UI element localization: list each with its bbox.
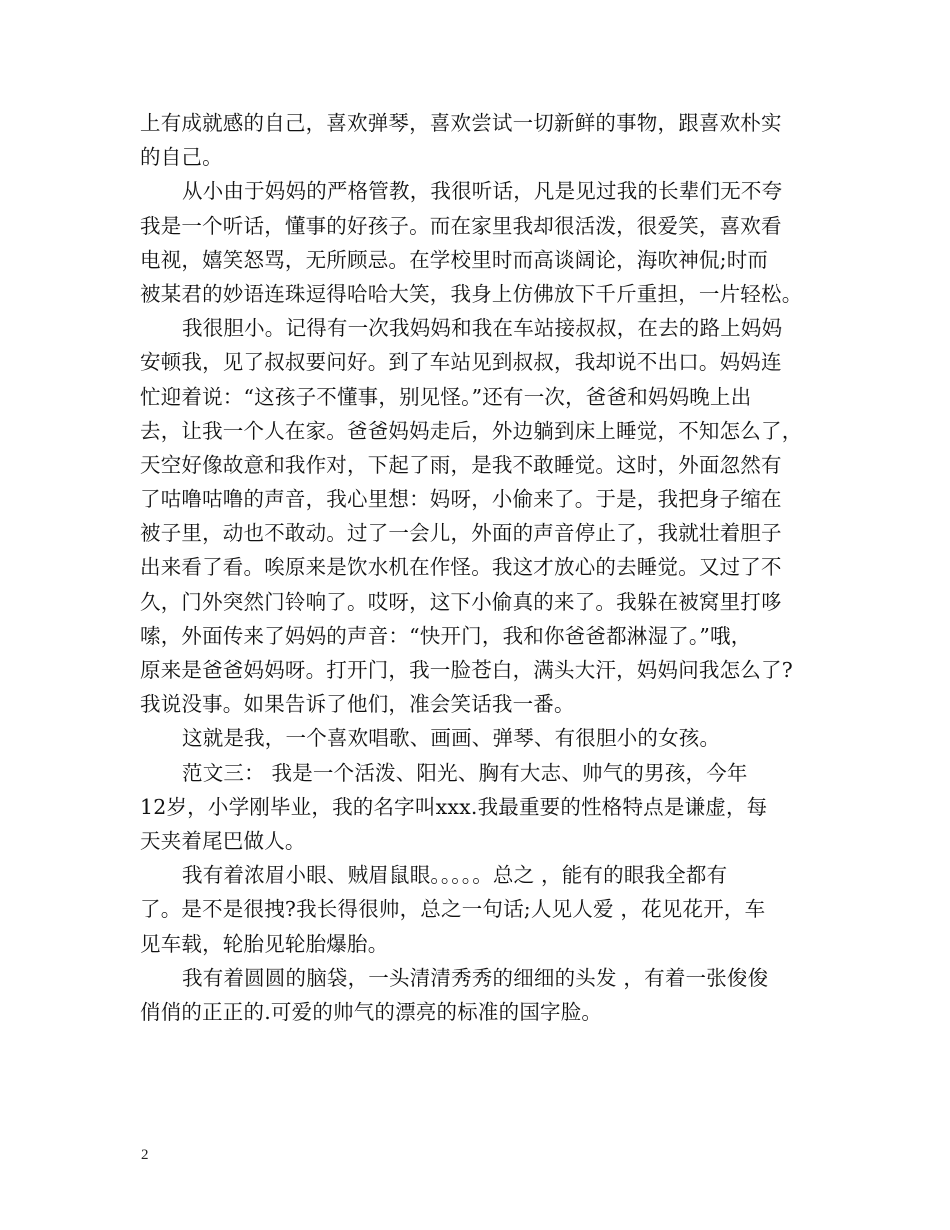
text-line: 忙迎着说：“这孩子不懂事，别见怪。”还有一次，爸爸和妈妈晚上出	[140, 384, 752, 409]
text-line: 这就是我，一个喜欢唱歌、画画、弹琴、有很胆小的女孩。	[182, 726, 721, 751]
text-line: 天夹着尾巴做人。	[140, 828, 306, 853]
text-line: 了。是不是很拽?我长得很帅，总之一句话;人见人爱 ，花见花开，车	[140, 897, 766, 922]
text-line: 见车载，轮胎见轮胎爆胎。	[140, 931, 389, 956]
text-line: 上有成就感的自己，喜欢弹琴，喜欢尝试一切新鲜的事物，跟喜欢朴实	[140, 111, 782, 135]
text-line: 我有着浓眉小眼、贼眉鼠眼。。。。。总之 ，能有的眼我全都有	[182, 863, 728, 888]
text-line: 的自己。	[140, 145, 223, 170]
text-line: 俏俏的正正的.可爱的帅气的漂亮的标准的国字脸。	[140, 999, 603, 1024]
text-line: 12岁，小学刚毕业，我的名字叫xxx.我最重要的性格特点是谦虚，每	[140, 794, 768, 819]
text-line: 天空好像故意和我作对，下起了雨，是我不敢睡觉。这时，外面忽然有	[140, 452, 782, 477]
body-text	[140, 106, 830, 1029]
text-line: 被某君的妙语连珠逗得哈哈大笑，我身上仿佛放下千斤重担，一片轻松。	[140, 281, 803, 306]
text-line: 了咕噜咕噜的声音，我心里想：妈呀，小偷来了。于是，我把身子缩在	[140, 487, 782, 512]
text-line: 从小由于妈妈的严格管教，我很听话，凡是见过我的长辈们无不夸	[182, 179, 783, 204]
text-line: 范文三： 我是一个活泼、阳光、胸有大志、帅气的男孩，今年	[182, 760, 748, 785]
text-line: 我是一个听话，懂事的好孩子。而在家里我却很活泼，很爱笑，喜欢看	[140, 213, 782, 238]
text-line: 我有着圆圆的脑袋，一头清清秀秀的细细的头发 ，有着一张俊俊	[182, 965, 769, 990]
text-line: 出来看了看。唉原来是饮水机在作怪。我这才放心的去睡觉。又过了不	[140, 555, 782, 580]
text-line: 被子里，动也不敢动。过了一会儿，外面的声音停止了，我就壮着胆子	[140, 521, 782, 546]
text-line: 我很胆小。记得有一次我妈妈和我在车站接叔叔，在去的路上妈妈	[182, 316, 783, 341]
text-line: 久，门外突然门铃响了。哎呀，这下小偷真的来了。我躲在被窝里打哆	[140, 589, 782, 614]
text-line: 去，让我一个人在家。爸爸妈妈走后，外边躺到床上睡觉，不知怎么了，	[140, 418, 803, 443]
page-number: 2	[141, 1147, 149, 1163]
text-line: 我说没事。如果告诉了他们，准会笑话我一番。	[140, 692, 575, 717]
text-line: 嗦，外面传来了妈妈的声音：“快开门，我和你爸爸都淋湿了。”哦，	[140, 623, 752, 648]
text-line: 电视，嬉笑怒骂，无所顾忌。在学校里时而高谈阔论，海吹神侃;时而	[140, 247, 769, 272]
text-line: 安顿我，见了叔叔要问好。到了车站见到叔叔，我却说不出口。妈妈连	[140, 350, 782, 375]
text-line: 原来是爸爸妈妈呀。打开门，我一脸苍白，满头大汗，妈妈问我怎么了?	[140, 658, 793, 682]
